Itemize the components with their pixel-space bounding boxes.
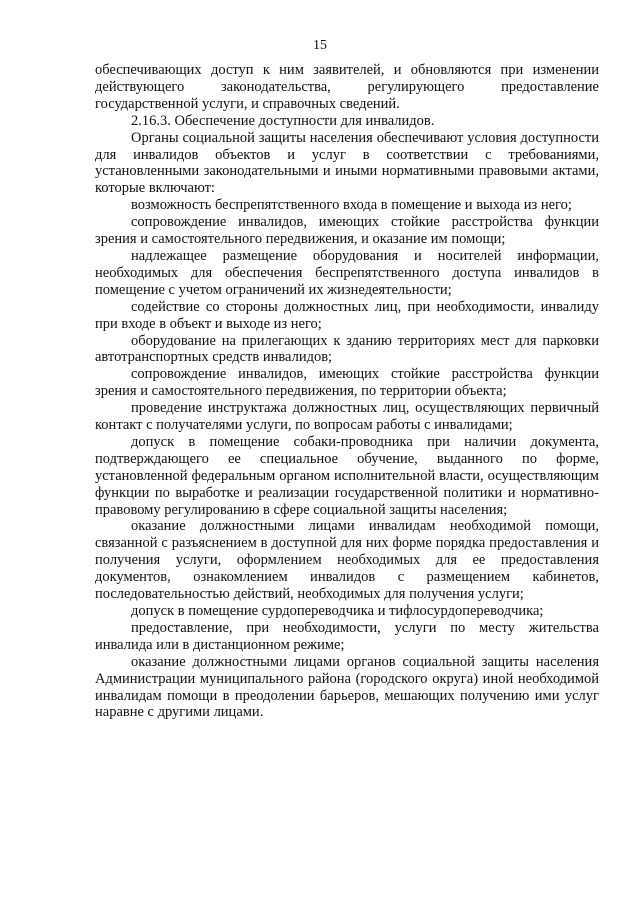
list-item: оказание должностными лицами инвалидам необходимой помощи, связанной с разъяснением в доступной для них форме порядка предоставления и получения услуги, оформлением необходимых для ее предоставления документов, ознакомлением инвалидов с размещением кабинетов, последовательностью действий, необходимых для получения услуги; bbox=[95, 518, 599, 603]
document-body bbox=[95, 62, 599, 721]
list-item: возможность беспрепятственного входа в помещение и выхода из него; bbox=[131, 197, 572, 214]
paragraph-intro: Органы социальной защиты населения обеспечивают условия доступности для инвалидов объектов и услуг в соответствии с требованиями, установленными законодательными и иными нормативными правовыми актами, которые включают: bbox=[95, 129, 599, 197]
section-heading-2-16-3: 2.16.3. Обеспечение доступности для инвалидов. bbox=[131, 112, 435, 129]
list-item: оказание должностными лицами органов социальной защиты населения Администрации муниципального района (городского округа) иной необходимой инвалидам помощи в преодолении барьеров, мешающих получению ими услуг наравне с другими лицами. bbox=[95, 653, 599, 721]
list-item: предоставление, при необходимости, услуги по месту жительства инвалида или в дистанционном режиме; bbox=[95, 619, 599, 653]
page-number: 15 bbox=[313, 38, 327, 53]
list-item: сопровождение инвалидов, имеющих стойкие расстройства функции зрения и самостоятельного передвижения, по территории объекта; bbox=[95, 366, 599, 400]
list-item: допуск в помещение сурдопереводчика и тифлосурдопереводчика; bbox=[131, 603, 544, 619]
list-item: допуск в помещение собаки-проводника при наличии документа, подтверждающего ее специальное обучение, выданного по форме, установленной федеральным органом исполнительной власти, осуществляющим функции по выработке и реализации государственной политики и нормативно-правовому регулированию в сфере социальной защиты населения; bbox=[95, 433, 599, 518]
list-item: сопровождение инвалидов, имеющих стойкие расстройства функции зрения и самостоятельного передвижения, и оказание им помощи; bbox=[95, 214, 599, 248]
list-item: проведение инструктажа должностных лиц, осуществляющих первичный контакт с получателями услуги, по вопросам работы с инвалидами; bbox=[95, 400, 599, 434]
list-item: содействие со стороны должностных лиц, при необходимости, инвалиду при входе в объект и выходе из него; bbox=[95, 298, 599, 332]
list-item: оборудование на прилегающих к зданию территориях мест для парковки автотранспортных средств инвалидов; bbox=[95, 332, 599, 366]
list-item: надлежащее размещение оборудования и носителей информации, необходимых для обеспечения беспрепятственного доступа инвалидов в помещение с учетом ограничений их жизнедеятельности; bbox=[95, 247, 599, 298]
paragraph-continuation: обеспечивающих доступ к ним заявителей, и обновляются при изменении действующего законодательства, регулирующего предоставление государственной услуги, и справочных сведений. bbox=[95, 62, 599, 112]
